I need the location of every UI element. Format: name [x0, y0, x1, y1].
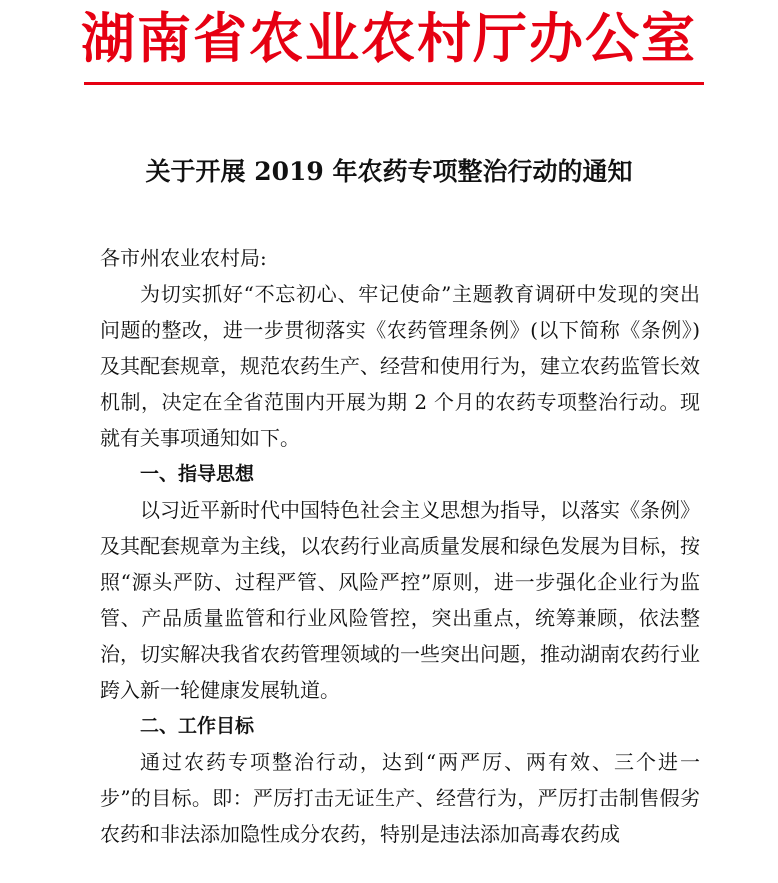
section-paragraph-work-goals: 通过农药专项整治行动，达到“两严厉、两有效、三个进一步”的目标。即：严厉打击无证生产、经营行为，严厉打击制售假劣农药和非法添加隐性成分农药，特别是违法添加高毒农药成: [100, 750, 700, 846]
section-paragraph-guiding-thought: 以习近平新时代中国特色社会主义思想为指导，以落实《条例》及其配套规章为主线，以农药行业高质量发展和绿色发展为目标，按照“源头严防、过程严管、风险严控”原则，进一步强化企业行为监管、产品质量监管和行业风险管控，突出重点，统筹兼顾，依法整治，切实解决我省农药管理领域的一些突出问题，推动湖南农药行业跨入新一轮健康发展轨道。: [100, 498, 700, 702]
intro-paragraph: 为切实抓好“不忘初心、牢记使命”主题教育调研中发现的突出问题的整改，进一步贯彻落实《农药管理条例》(以下简称《条例》)及其配套规章，规范农药生产、经营和使用行为，建立农药监管长效机制，决定在全省范围内开展为期 2 个月的农药专项整治行动。现就有关事项通知如下。: [100, 282, 700, 450]
section-heading-guiding-thought: 一、指导思想: [140, 463, 255, 485]
masthead-red-rule: [84, 82, 704, 85]
section-heading-work-goals: 二、工作目标: [140, 715, 255, 737]
document-title: 关于开展 2019 年农药专项整治行动的通知: [145, 157, 633, 186]
agency-masthead: 湖南省农业农村厅办公室: [81, 7, 697, 70]
document-body: [100, 240, 700, 852]
salutation: 各市州农业农村局:: [100, 246, 267, 270]
